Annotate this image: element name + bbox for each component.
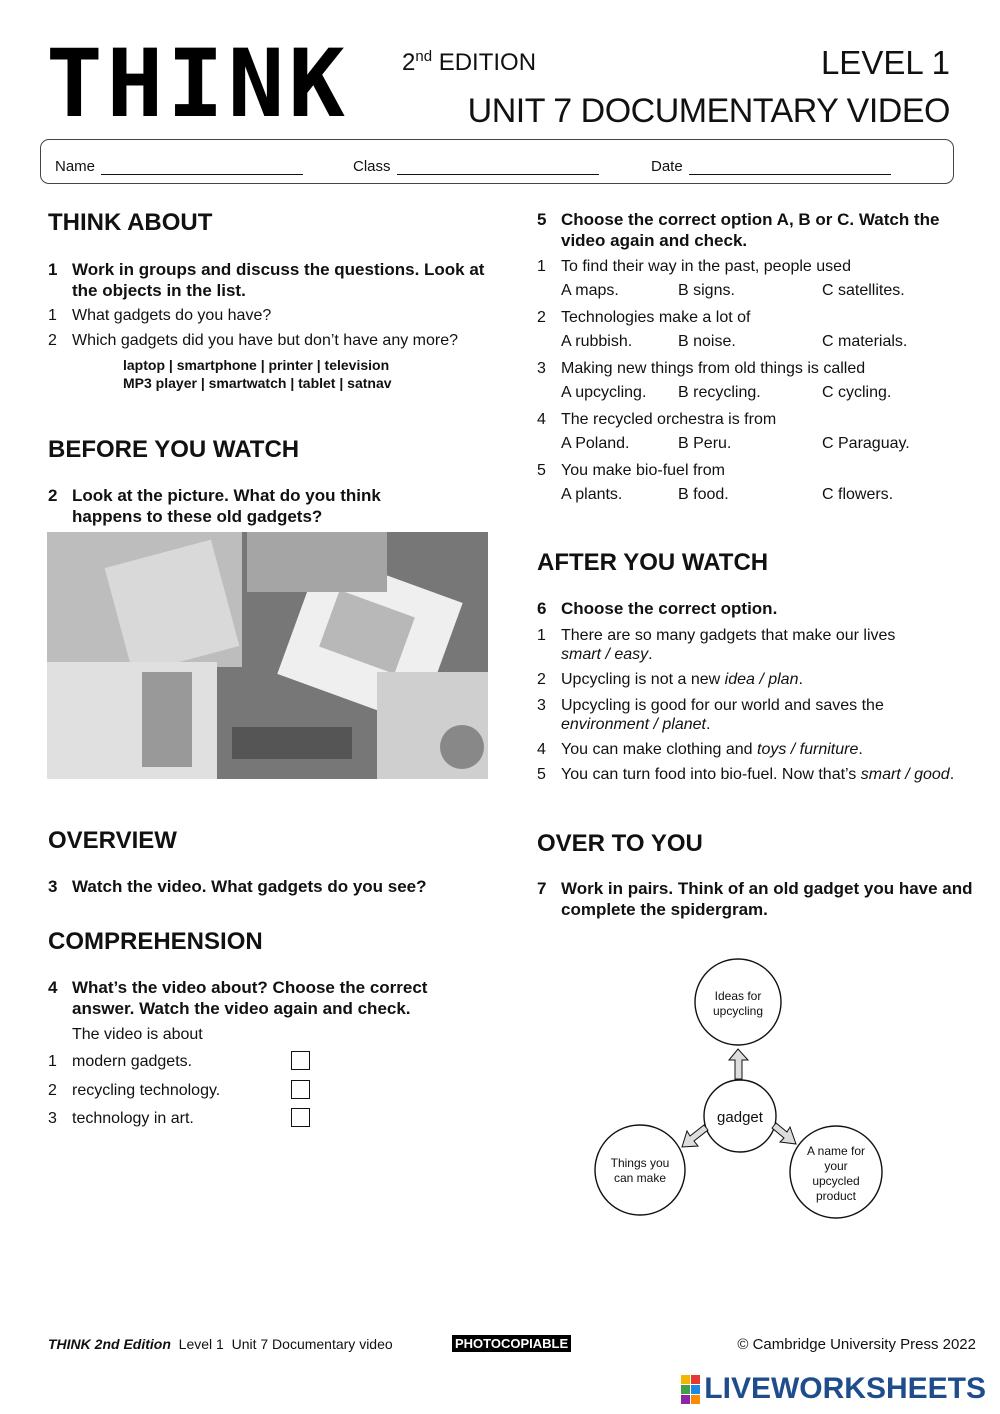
option-c[interactable]: C satellites. bbox=[822, 282, 905, 299]
unit-title: UNIT 7 DOCUMENTARY VIDEO bbox=[467, 92, 950, 130]
option-choice[interactable]: toys / furniture bbox=[757, 741, 859, 758]
option-b[interactable]: B noise. bbox=[678, 333, 736, 350]
option-a[interactable]: A plants. bbox=[561, 486, 623, 503]
footer-text: THINK 2nd Edition Level 1 Unit 7 Documentary video bbox=[48, 1336, 393, 1352]
section-comprehension: COMPREHENSION bbox=[48, 928, 263, 955]
liveworksheets-logo[interactable]: LIVEWORKSHEETS bbox=[681, 1372, 986, 1406]
option-a[interactable]: A upcycling. bbox=[561, 384, 647, 401]
spider-top-label: upcycling bbox=[712, 1004, 764, 1018]
option-choice[interactable]: idea / plan bbox=[724, 671, 799, 688]
spider-top-label: Ideas for bbox=[714, 989, 762, 1003]
spider-right-label: product bbox=[815, 1189, 857, 1203]
section-before-you-watch: BEFORE YOU WATCH bbox=[48, 436, 300, 463]
spider-right-label: upcycled bbox=[812, 1174, 860, 1188]
section-think-about: THINK ABOUT bbox=[48, 209, 213, 236]
logo: THINK bbox=[46, 30, 349, 139]
spider-center-label: gadget bbox=[717, 1109, 763, 1126]
spider-node-left[interactable] bbox=[595, 1125, 685, 1215]
spider-left-label: can make bbox=[613, 1171, 667, 1185]
arrow-left-icon bbox=[682, 1125, 708, 1147]
answer-checkbox-1[interactable] bbox=[291, 1051, 310, 1070]
section-overview: OVERVIEW bbox=[48, 827, 177, 854]
word-list: laptop | smartphone | printer | television MP3 player | smartwatch | tablet | satnav bbox=[123, 357, 392, 391]
spider-right-label: your bbox=[824, 1159, 848, 1173]
option-c[interactable]: C flowers. bbox=[822, 486, 894, 503]
section-after-you-watch: AFTER YOU WATCH bbox=[537, 549, 769, 576]
arrow-right-icon bbox=[772, 1123, 796, 1144]
spider-right-label: A name for bbox=[806, 1144, 866, 1158]
spider-left-label: Things you bbox=[610, 1156, 670, 1170]
date-field[interactable]: Date bbox=[651, 158, 891, 175]
option-c[interactable]: C cycling. bbox=[822, 384, 892, 401]
comprehension-intro: The video is about bbox=[72, 1026, 203, 1043]
answer-checkbox-3[interactable] bbox=[291, 1108, 310, 1127]
spidergram bbox=[590, 952, 900, 1222]
option-b[interactable]: B recycling. bbox=[678, 384, 761, 401]
option-a[interactable]: A Poland. bbox=[561, 435, 630, 452]
old-gadgets-photo bbox=[47, 532, 488, 779]
class-field[interactable]: Class bbox=[353, 158, 599, 175]
option-b[interactable]: B signs. bbox=[678, 282, 735, 299]
option-b[interactable]: B food. bbox=[678, 486, 729, 503]
option-c[interactable]: C Paraguay. bbox=[822, 435, 910, 452]
level-label: LEVEL 1 bbox=[820, 44, 950, 81]
option-a[interactable]: A maps. bbox=[561, 282, 619, 299]
option-a[interactable]: A rubbish. bbox=[561, 333, 633, 350]
name-field[interactable]: Name bbox=[55, 158, 303, 175]
option-choice[interactable]: environment / planet bbox=[561, 716, 706, 733]
student-info-box bbox=[40, 139, 954, 184]
edition-label: 2nd EDITION bbox=[402, 48, 537, 76]
option-choice[interactable]: smart / easy bbox=[561, 646, 649, 663]
option-c[interactable]: C materials. bbox=[822, 333, 908, 350]
section-over-to-you: OVER TO YOU bbox=[537, 830, 703, 857]
option-b[interactable]: B Peru. bbox=[678, 435, 732, 452]
answer-checkbox-2[interactable] bbox=[291, 1080, 310, 1099]
copyright: © Cambridge University Press 2022 bbox=[737, 1336, 976, 1353]
liveworksheets-icon bbox=[681, 1375, 700, 1404]
arrow-up-icon bbox=[729, 1049, 748, 1079]
photocopiable-badge: PHOTOCOPIABLE bbox=[452, 1335, 571, 1352]
option-choice[interactable]: smart / good bbox=[860, 766, 950, 783]
